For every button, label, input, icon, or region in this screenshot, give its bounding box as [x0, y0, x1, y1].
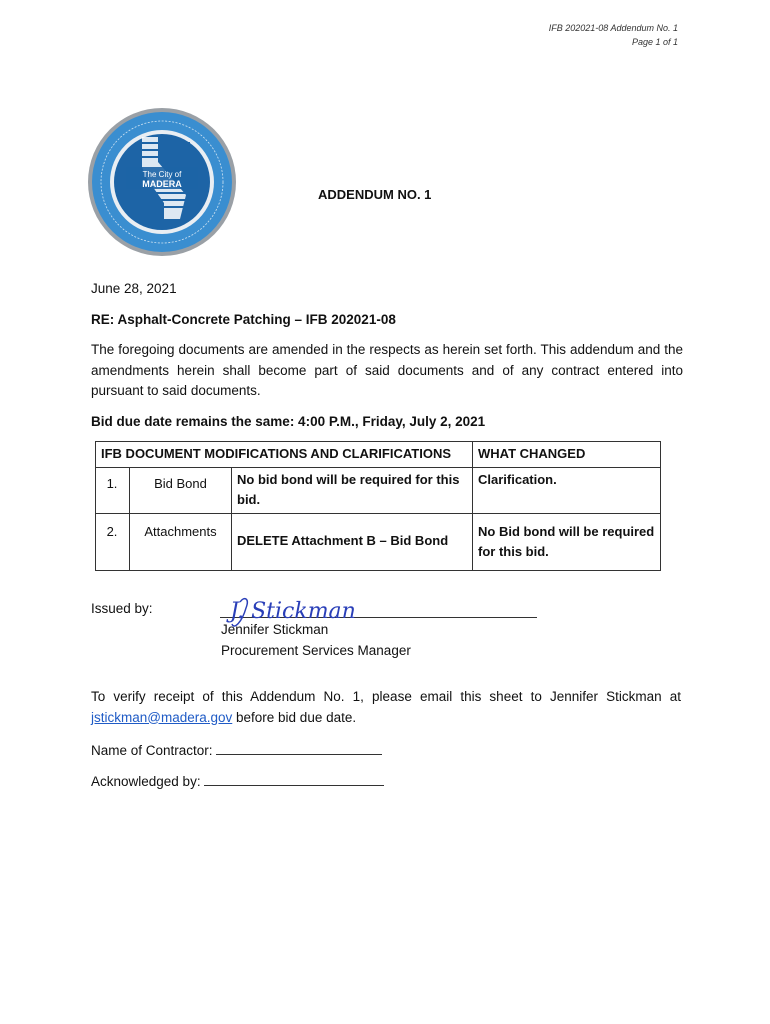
header-modifications: IFB DOCUMENT MODIFICATIONS AND CLARIFICATIONS [96, 442, 473, 468]
issued-by-label: Issued by: [91, 601, 153, 616]
header-what-changed: WHAT CHANGED [473, 442, 661, 468]
table-header-row [96, 442, 661, 468]
row-item: Bid Bond [130, 467, 232, 513]
verification-paragraph [91, 687, 681, 728]
city-seal-logo [86, 107, 238, 257]
seal-madera-text: MADERA [142, 179, 182, 189]
row-item: Attachments [130, 513, 232, 570]
bid-due-statement: Bid due date remains the same: 4:00 P.M., Friday, July 2, 2021 [91, 414, 486, 429]
row-number: 1. [96, 467, 130, 513]
row-what-changed: Clarification. [473, 467, 661, 513]
table-row [96, 467, 661, 513]
header-doc-id: IFB 202021-08 Addendum No. 1 [548, 23, 678, 33]
signer-title: Procurement Services Manager [221, 642, 411, 658]
contractor-blank[interactable] [216, 741, 382, 755]
document-date: June 28, 2021 [91, 281, 177, 296]
email-link[interactable]: jstickman@madera.gov [91, 709, 233, 725]
acknowledged-blank[interactable] [204, 772, 384, 786]
body-paragraph: The foregoing documents are amended in the respects as herein set forth. This addendum and the amendments herein shall become part of said documents and of any contract entered into pursuant to said documents. [91, 342, 683, 398]
table-row [96, 513, 661, 570]
addendum-title: ADDENDUM NO. 1 [318, 187, 432, 202]
row-number: 2. [96, 513, 130, 570]
row-modification: DELETE Attachment B – Bid Bond [232, 513, 473, 570]
seal-city-of-text: The City of [142, 170, 182, 179]
subject-line: RE: Asphalt-Concrete Patching – IFB 202021-08 [91, 312, 396, 327]
acknowledged-label: Acknowledged by: [91, 774, 201, 789]
row-modification: No bid bond will be required for this bid. [232, 467, 473, 513]
signature-text: J. Stickman [230, 599, 356, 624]
signer-block [221, 620, 411, 661]
acknowledged-field [91, 772, 384, 789]
verify-text-end: before bid due date. [232, 709, 357, 725]
page-header [549, 21, 678, 49]
row-what-changed: No Bid bond will be required for this bid. [473, 513, 661, 570]
verify-text: To verify receipt of this Addendum No. 1, please email this sheet to Jennifer Stickman at [91, 689, 681, 704]
contractor-field [91, 741, 382, 758]
contractor-label: Name of Contractor: [91, 743, 213, 758]
modifications-table [95, 441, 661, 571]
header-page-number: Page 1 of 1 [631, 37, 678, 47]
signer-name: Jennifer Stickman [221, 622, 329, 637]
